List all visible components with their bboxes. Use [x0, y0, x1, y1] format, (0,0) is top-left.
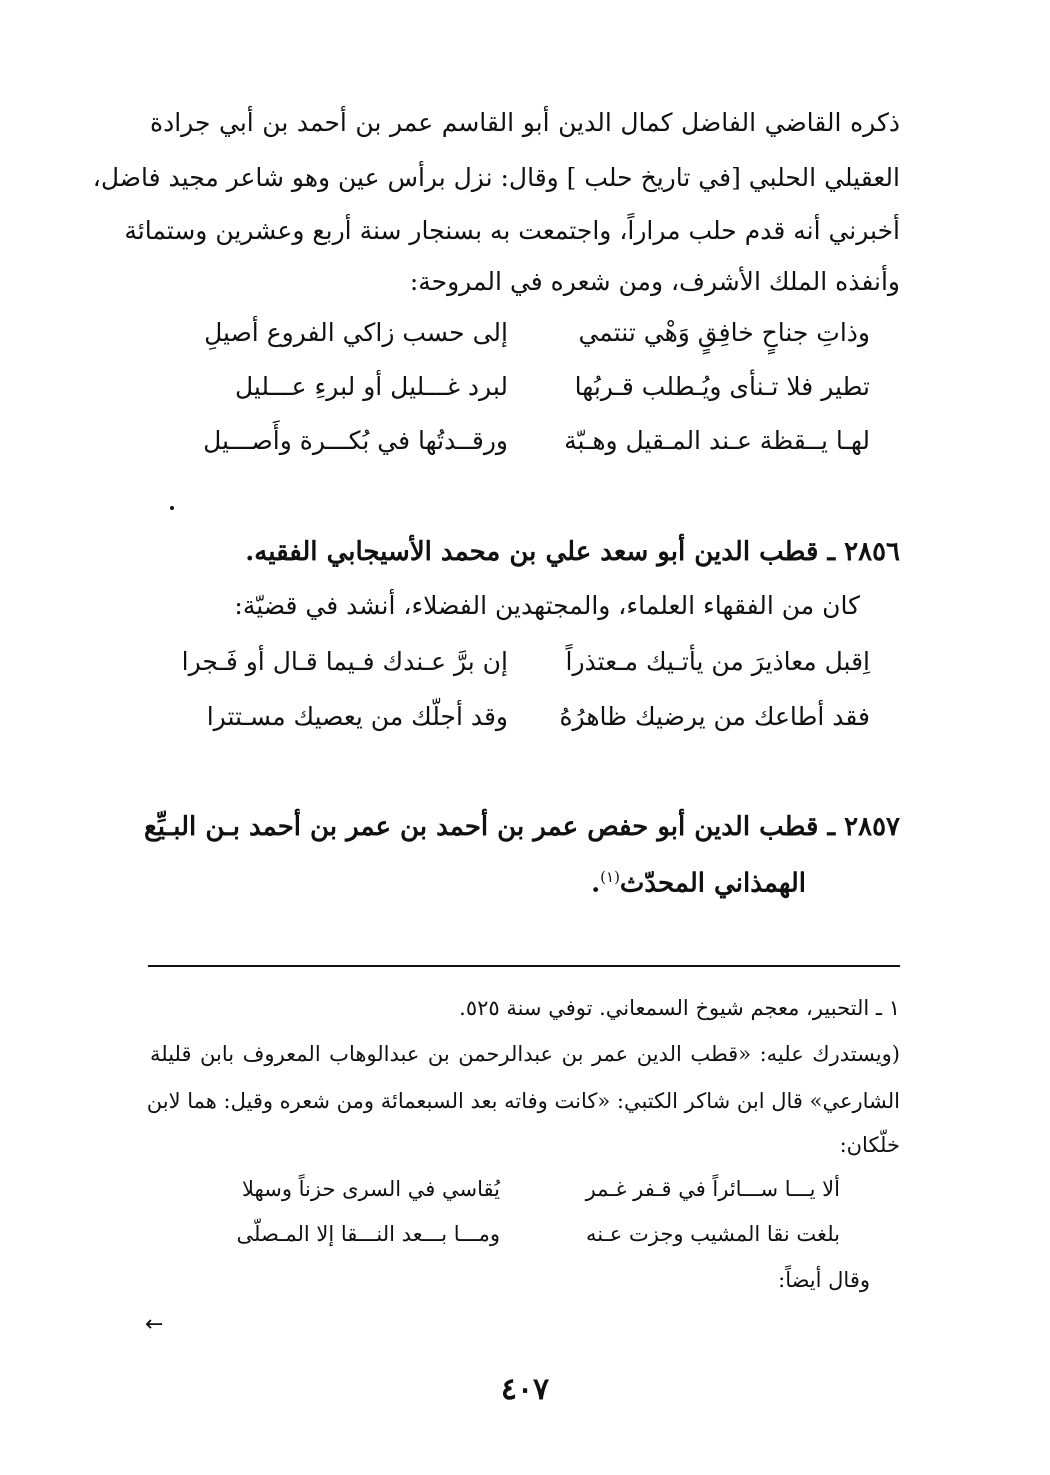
footnote-reference[interactable]: (١): [600, 868, 620, 886]
poem1-verse-1-second-hemistich: إلى حسب زاكي الفروع أصيلِ: [204, 318, 508, 347]
poem1-verse-3-second-hemistich: ورقــدتُها في بُكـــرة وأَصـــيل: [203, 426, 508, 455]
footnote-closing: وقال أيضاً:: [778, 1268, 870, 1292]
footnote-verse-1-second-hemistich: يُقاسي في السرى حزناً وسهلا: [242, 1177, 500, 1201]
continue-arrow-icon: ←: [145, 1312, 164, 1337]
footnote-line-3: الشارعي» قال ابن شاكر الكتبي: «كانت وفاته بعد السبعمائة ومن شعره وقيل: هما لابن: [146, 1089, 900, 1113]
intro-line-1: ذكره القاضي الفاضل كمال الدين أبو القاسم عمر بن أحمد بن أبي جرادة: [150, 108, 900, 137]
poem1-verse-1-first-hemistich: وذاتِ جناحٍ خافِقٍ وَهْي تنتمي: [578, 318, 870, 347]
footnote-separator: [148, 965, 900, 967]
entry-2857-title-line-2: [150, 856, 806, 905]
page-number: ٤٠٧: [500, 1372, 550, 1407]
footnote-verse-2-first-hemistich: بلغت نقا المشيب وجزت عـنه: [586, 1222, 840, 1246]
entry-2857-title-line-1: ٢٨٥٧ ـ قطب الدين أبو حفص عمر بن أحمد بن عمر بن أحمد بـن البـيِّع: [143, 812, 900, 842]
footnote-1: ١ ـ التحبير، معجم شيوخ السمعاني. توفي سنة ٥٢٥.: [459, 996, 900, 1020]
footnote-line-4: خلّكان:: [839, 1133, 900, 1157]
poem1-verse-2-second-hemistich: لبرد غـــليل أو لبرءِ عـــليل: [234, 372, 508, 401]
intro-line-4: وأنفذه الملك الأشرف، ومن شعره في المروحة:: [409, 267, 900, 296]
entry-2856-verse-1-second-hemistich: إن برَّ عـندك فـيما قـال أو فَـجرا: [181, 647, 508, 676]
intro-line-2: العقيلي الحلبي [في تاريخ حلب ] وقال: نزل برأس عين وهو شاعر مجيد فاضل،: [92, 163, 900, 192]
footnote-verse-2-second-hemistich: ومـــا بـــعد النـــقا إلا المـصلّى: [236, 1222, 500, 1246]
entry-2856-verse-2-first-hemistich: فقد أطاعك من يرضيك ظاهرُهُ: [559, 702, 870, 731]
entry-2857-title-text: الهمذاني المحدّث: [619, 868, 806, 899]
entry-2856-title: ٢٨٥٦ ـ قطب الدين أبو سعد علي بن محمد الأسيجابي الفقيه.: [245, 537, 900, 567]
entry-2857-title-end: .: [591, 868, 601, 899]
poem1-verse-2-first-hemistich: تطير فلا تـنأى ويُـطلب قـربُها: [574, 372, 870, 401]
entry-2856-verse-2-second-hemistich: وقد أجلّك من يعصيك مسـتترا: [206, 702, 508, 731]
entry-2856-text: كان من الفقهاء العلماء، والمجتهدين الفضلاء، أنشد في قضيّة:: [234, 591, 860, 620]
footnote-verse-1-first-hemistich: ألا يـــا ســـائراً في قـفر غـمر: [585, 1177, 840, 1201]
entry-2856-verse-1-first-hemistich: اِقبل معاذيرَ من يأتـيك مـعتذراً: [565, 647, 870, 676]
poem1-verse-3-first-hemistich: لهـا يــقظة عـند المـقيل وهـبّة: [564, 426, 870, 455]
footnote-line-2: (ويستدرك عليه: «قطب الدين عمر بن عبدالرحمن بن عبدالوهاب المعروف بابن قليلة: [150, 1042, 900, 1066]
stray-dot: [170, 506, 174, 510]
intro-line-3: أخبرني أنه قدم حلب مراراً، واجتمعت به بسنجار سنة أربع وعشرين وستمائة: [124, 216, 900, 245]
